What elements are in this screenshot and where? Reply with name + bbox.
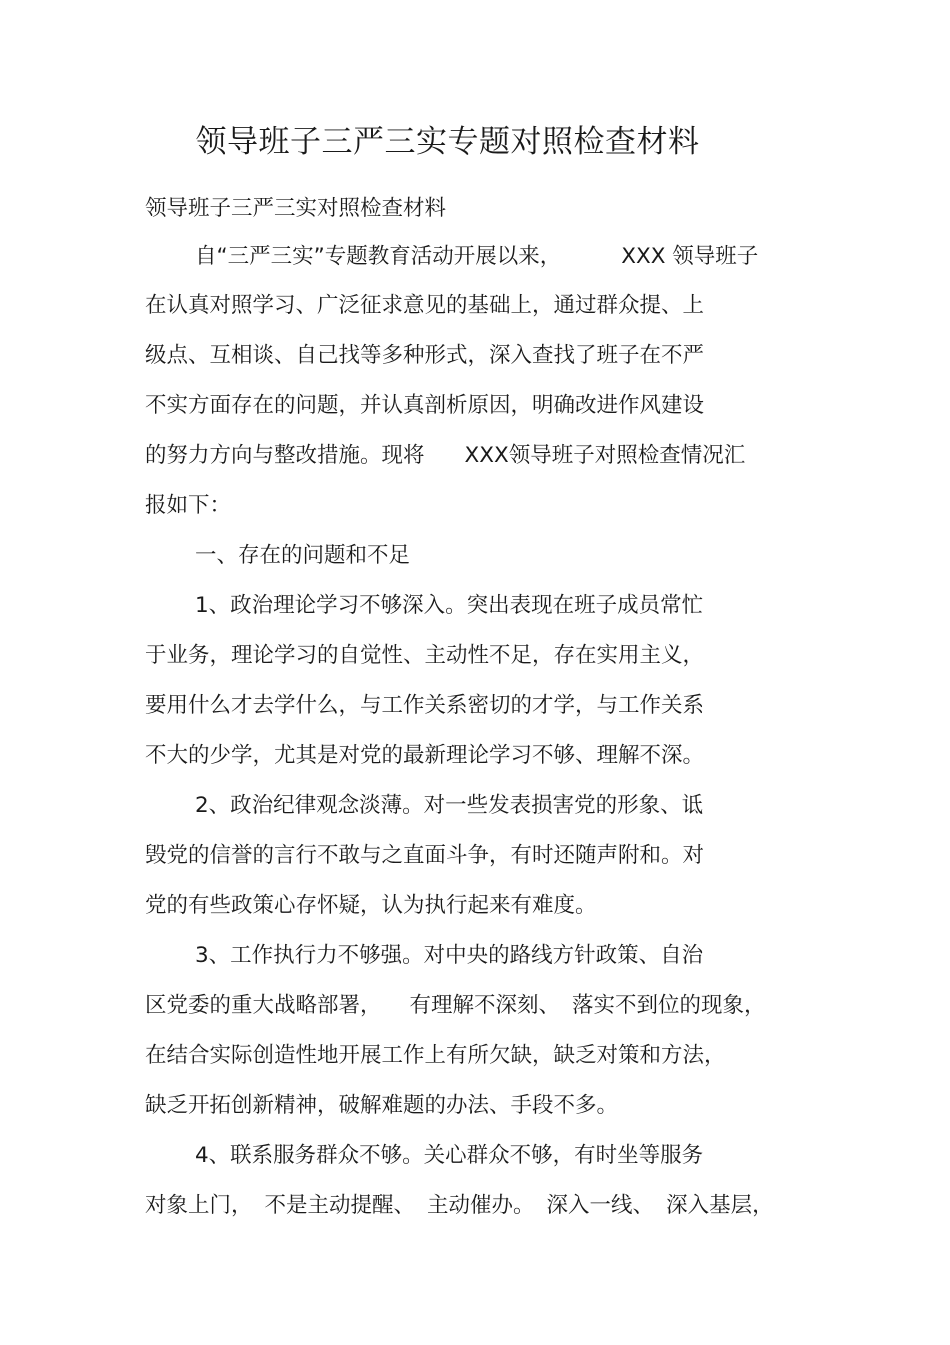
text-segment: 对象上门， (145, 1193, 253, 1218)
paragraph-line: 报如下： (145, 493, 232, 518)
paragraph-line: 不实方面存在的问题，并认真剖析原因，明确改进作风建设 (145, 393, 705, 418)
paragraph-line (145, 441, 745, 471)
paragraph-line: 缺乏开拓创新精神，破解难题的办法、手段不多。 (145, 1093, 619, 1118)
paragraph-line: 3、工作执行力不够强。对中央的路线方针政策、自治 (195, 943, 704, 968)
text-segment: 不是主动提醒、 (264, 1193, 416, 1218)
text-segment: 区党委的重大战略部署， (145, 993, 382, 1018)
paragraph-line: 不大的少学，尤其是对党的最新理论学习不够、理解不深。 (145, 743, 705, 768)
paragraph-line: 级点、互相谈、自己找等多种形式，深入查找了班子在不严 (145, 343, 705, 368)
paragraph-line (195, 242, 758, 272)
text-segment: XXX 领导班子 (621, 244, 759, 269)
text-segment: 自“三严三实”专题教育活动开展以来， (195, 244, 562, 269)
text-segment: 的努力方向与整改措施。现将 (145, 443, 425, 468)
paragraph-line (145, 991, 766, 1021)
paragraph-line: 4、联系服务群众不够。关心群众不够，有时坐等服务 (195, 1143, 704, 1168)
document-title: 领导班子三严三实专题对照检查材料 (195, 124, 700, 160)
text-segment: 主动催办。 (427, 1193, 535, 1218)
paragraph-line: 党的有些政策心存怀疑，认为执行起来有难度。 (145, 893, 597, 918)
text-segment: 落实不到位的现象， (572, 993, 766, 1018)
paragraph-line: 要用什么才去学什么，与工作关系密切的才学，与工作关系 (145, 693, 705, 718)
paragraph-line: 毁党的信誉的言行不敢与之直面斗争，有时还随声附和。对 (145, 843, 705, 868)
paragraph-line: 2、政治纪律观念淡薄。对一些发表损害党的形象、诋 (195, 793, 704, 818)
text-segment: XXX领导班子对照检查情况汇 (464, 443, 746, 468)
paragraph-line: 在认真对照学习、广泛征求意见的基础上，通过群众提、上 (145, 293, 705, 318)
document-subtitle: 领导班子三严三实对照检查材料 (145, 196, 447, 221)
paragraph-line: 于业务，理论学习的自觉性、主动性不足，存在实用主义， (145, 643, 705, 668)
text-segment: 深入一线、 (546, 1193, 655, 1218)
paragraph-line (145, 1191, 774, 1221)
text-segment: 深入基层， (666, 1193, 774, 1218)
paragraph-line: 1、政治理论学习不够深入。突出表现在班子成员常忙 (195, 593, 704, 618)
section-heading: 一、存在的问题和不足 (195, 543, 411, 568)
paragraph-line: 在结合实际创造性地开展工作上有所欠缺，缺乏对策和方法， (145, 1043, 726, 1068)
text-segment: 有理解不深刻、 (409, 993, 561, 1018)
